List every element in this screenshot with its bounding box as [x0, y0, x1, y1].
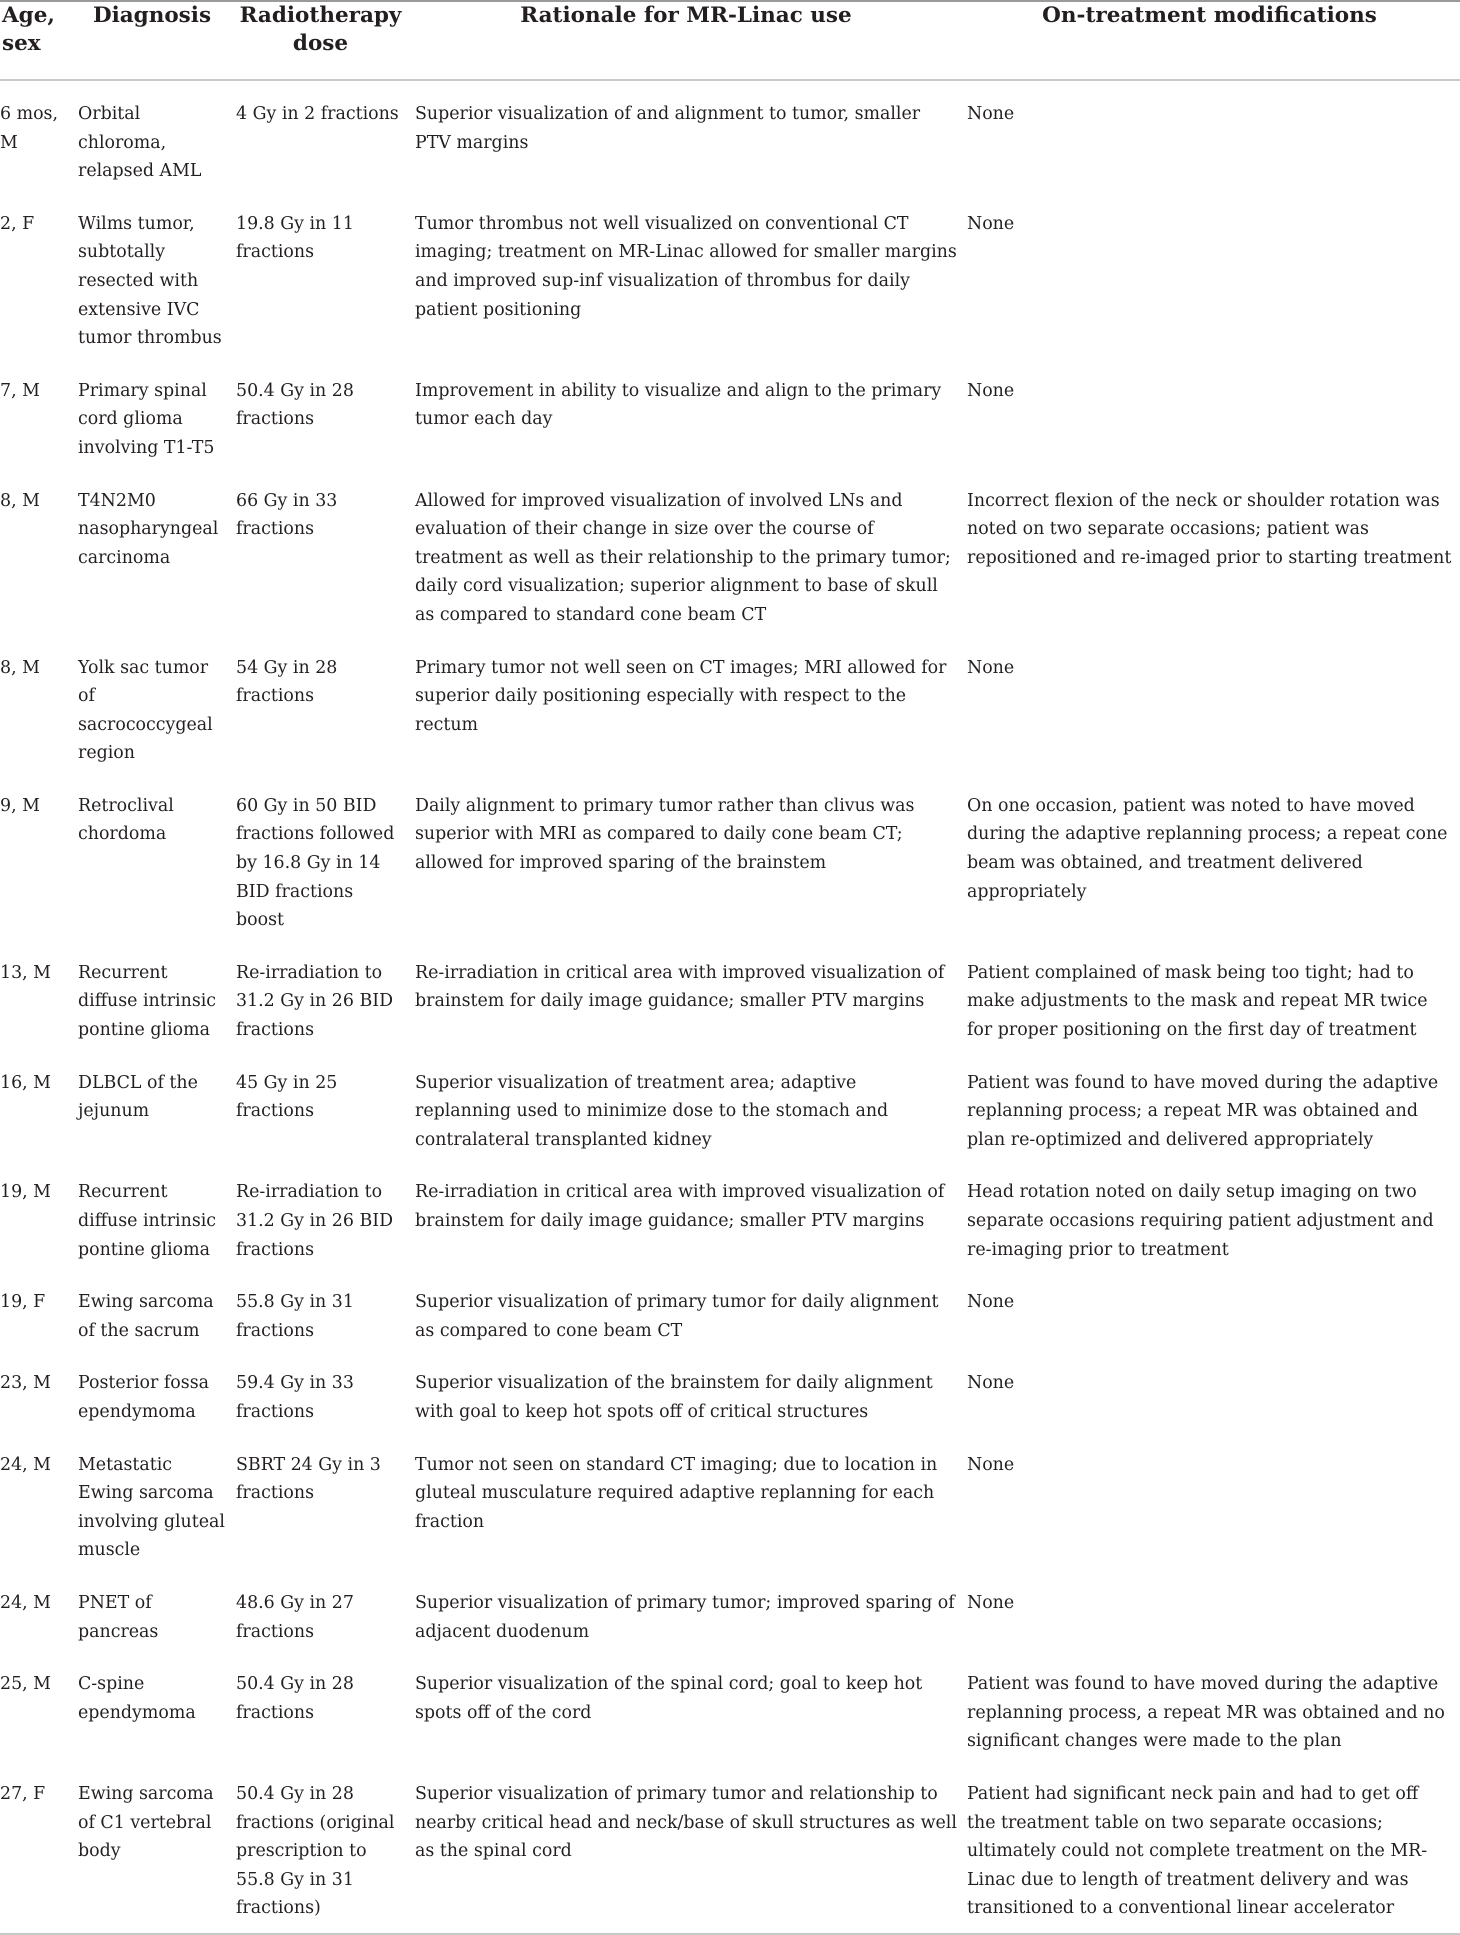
cell-diagnosis: Retroclival chordoma	[78, 795, 180, 845]
table-row	[0, 940, 1460, 1050]
table-row	[0, 773, 1460, 940]
cell-rationale: Primary tumor not well seen on CT images; MRI allowed for superior daily positioning especially with respect to the rectum	[415, 657, 947, 735]
cell-age-sex: 19, M	[0, 1182, 51, 1203]
cell-dose: 55.8 Gy in 31 fractions	[236, 1292, 354, 1341]
cell-modifications: On one occasion, patient was noted to have moved during the adaptive replanning process; a repeat cone beam was obtained, and treatment delivered appropriately	[967, 795, 1448, 902]
table-row	[0, 635, 1460, 773]
cell-modifications: Patient was found to have moved during the adaptive replanning process; a repeat MR was obtained and plan re-optimized and delivered appropriately	[967, 1072, 1439, 1150]
cell-dose: 66 Gy in 33 fractions	[236, 490, 338, 540]
cell-dose: 4 Gy in 2 fractions	[236, 104, 399, 124]
cell-age-sex: 2, F	[0, 213, 35, 234]
cell-modifications: Patient was found to have moved during the adaptive replanning process, a repeat MR was obtained and no significant changes were made to the plan	[967, 1674, 1445, 1752]
cell-age-sex: 24, M	[0, 1592, 51, 1613]
cell-modifications: None	[967, 380, 1015, 401]
cell-diagnosis: Metastatic Ewing sarcoma involving gluteal muscle	[78, 1454, 231, 1561]
header-age-sex: Age, sex	[2, 3, 55, 56]
cell-rationale: Daily alignment to primary tumor rather than clivus was superior with MRI as compared to daily cone beam CT; allowed for improved sparing of the brainstem	[415, 795, 915, 874]
cell-age-sex: 8, M	[0, 490, 40, 511]
cell-rationale: Improvement in ability to visualize and align to the primary tumor each day	[415, 380, 942, 430]
cell-rationale: Re-irradiation in critical area with improved visualization of brainstem for daily image guidance; smaller PTV margins	[415, 962, 945, 1012]
cell-modifications: None	[967, 104, 1015, 124]
cell-dose: 50.4 Gy in 28 fractions (original prescription to 55.8 Gy in 31 fractions)	[236, 1783, 395, 1919]
cell-modifications: None	[967, 1454, 1015, 1475]
cell-diagnosis: Posterior fossa ependymoma	[78, 1373, 215, 1422]
table-row	[0, 1050, 1460, 1160]
cell-rationale: Allowed for improved visualization of involved LNs and evaluation of their change in size over the course of treatment as well as their relationship to the primary tumor; daily cord visualization; superior alignment to base of skull as compared to standard cone beam CT	[415, 490, 951, 625]
cell-modifications: Incorrect flexion of the neck or shoulder rotation was noted on two separate occasions; patient was repositioned and re-imaged prior to starting treatment	[967, 490, 1452, 568]
table-row	[0, 1570, 1460, 1651]
cell-age-sex: 8, M	[0, 657, 40, 678]
cell-modifications: None	[967, 1592, 1015, 1613]
cell-age-sex: 24, M	[0, 1454, 51, 1475]
cell-diagnosis: Orbital chloroma, relapsed AML	[78, 104, 202, 182]
cell-rationale: Superior visualization of the brainstem for daily alignment with goal to keep hot spots off of critical structures	[415, 1373, 933, 1422]
cell-dose: Re-irradiation to 31.2 Gy in 26 BID fractions	[236, 1182, 394, 1260]
cell-dose: 59.4 Gy in 33 fractions	[236, 1373, 354, 1422]
table-row	[0, 1269, 1460, 1350]
cell-diagnosis: Recurrent diffuse intrinsic pontine glioma	[78, 1182, 222, 1260]
cell-rationale: Superior visualization of the spinal cord; goal to keep hot spots off of the cord	[415, 1674, 923, 1723]
cell-diagnosis: Ewing sarcoma of the sacrum	[78, 1292, 220, 1341]
cell-age-sex: 13, M	[0, 962, 51, 983]
table-row	[0, 1350, 1460, 1431]
table-row	[0, 1432, 1460, 1570]
cell-age-sex: 25, M	[0, 1674, 51, 1695]
cell-diagnosis: Yolk sac tumor of sacrococcygeal region	[78, 657, 219, 764]
cell-diagnosis: Wilms tumor, subtotally resected with extensive IVC tumor thrombus	[78, 213, 222, 349]
cell-rationale: Superior visualization of primary tumor and relationship to nearby critical head and neck/base of skull structures as well as the spinal cord	[415, 1783, 957, 1862]
cell-diagnosis: C-spine ependymoma	[78, 1674, 196, 1723]
cell-dose: 54 Gy in 28 fractions	[236, 657, 338, 707]
cell-diagnosis: Ewing sarcoma of C1 vertebral body	[78, 1783, 220, 1862]
cell-diagnosis: T4N2M0 nasopharyngeal carcinoma	[78, 490, 224, 568]
cell-dose: SBRT 24 Gy in 3 fractions	[236, 1454, 381, 1504]
cell-dose: 45 Gy in 25 fractions	[236, 1072, 338, 1122]
table-row	[0, 468, 1460, 635]
cell-rationale: Superior visualization of primary tumor; improved sparing of adjacent duodenum	[415, 1592, 955, 1642]
cell-diagnosis: Primary spinal cord glioma involving T1-T5	[78, 380, 215, 458]
table-body	[0, 80, 1460, 1934]
cell-rationale: Superior visualization of and alignment to tumor, smaller PTV margins	[415, 104, 921, 153]
cell-rationale: Superior visualization of primary tumor for daily alignment as compared to cone beam CT	[415, 1292, 939, 1341]
cell-age-sex: 6 mos, M	[0, 104, 64, 153]
cell-modifications: None	[967, 213, 1015, 234]
header-dose: Radiotherapy dose	[239, 3, 402, 56]
cell-rationale: Tumor thrombus not well visualized on conventional CT imaging; treatment on MR-Linac allowed for smaller margins and improved sup-inf visualization of thrombus for daily patient positioning	[415, 213, 957, 320]
cell-age-sex: 16, M	[0, 1072, 51, 1093]
table-row	[0, 80, 1460, 191]
table-row	[0, 1159, 1460, 1269]
header-rationale: Rationale for MR-Linac use	[520, 3, 852, 28]
cell-age-sex: 27, F	[0, 1783, 46, 1804]
cell-dose: Re-irradiation to 31.2 Gy in 26 BID fractions	[236, 962, 394, 1041]
table-header-row	[0, 1, 1460, 80]
cell-dose: 48.6 Gy in 27 fractions	[236, 1592, 354, 1642]
header-modifications: On-treatment modifications	[1042, 3, 1377, 28]
cell-dose: 50.4 Gy in 28 fractions	[236, 1674, 354, 1723]
cell-modifications: Patient complained of mask being too tight; had to make adjustments to the mask and repeat MR twice for proper positioning on the first day of treatment	[967, 962, 1428, 1041]
table-row	[0, 358, 1460, 468]
cell-rationale: Re-irradiation in critical area with improved visualization of brainstem for daily image guidance; smaller PTV margins	[415, 1182, 945, 1231]
cell-rationale: Tumor not seen on standard CT imaging; due to location in gluteal musculature required adaptive replanning for each fraction	[415, 1454, 938, 1532]
cell-modifications: None	[967, 1373, 1015, 1394]
cell-age-sex: 23, M	[0, 1373, 51, 1394]
header-diagnosis: Diagnosis	[92, 3, 212, 28]
cell-age-sex: 19, F	[0, 1292, 46, 1313]
cell-rationale: Superior visualization of treatment area; adaptive replanning used to minimize dose to the stomach and contralateral transplanted kidney	[415, 1072, 889, 1150]
table-row	[0, 1761, 1460, 1934]
table-row	[0, 191, 1460, 358]
cell-modifications: Head rotation noted on daily setup imaging on two separate occasions requiring patient adjustment and re-imaging prior to treatment	[967, 1182, 1434, 1260]
cell-dose: 60 Gy in 50 BID fractions followed by 16.8 Gy in 14 BID fractions boost	[236, 795, 395, 931]
cell-age-sex: 9, M	[0, 795, 40, 816]
cell-diagnosis: DLBCL of the jejunum	[78, 1072, 204, 1122]
cell-dose: 19.8 Gy in 11 fractions	[236, 213, 354, 263]
cell-modifications: Patient had significant neck pain and had to get off the treatment table on two separate occasions; ultimately could not complete treatment on the MR-Linac due to length of treatment delivery and was transitioned to a conventional linear accelerator	[967, 1783, 1428, 1919]
cell-age-sex: 7, M	[0, 380, 40, 401]
cell-dose: 50.4 Gy in 28 fractions	[236, 380, 354, 430]
cell-diagnosis: Recurrent diffuse intrinsic pontine glioma	[78, 962, 222, 1041]
cell-diagnosis: PNET of pancreas	[78, 1592, 159, 1642]
cell-modifications: None	[967, 1292, 1015, 1313]
cell-modifications: None	[967, 657, 1015, 678]
table-row	[0, 1651, 1460, 1761]
